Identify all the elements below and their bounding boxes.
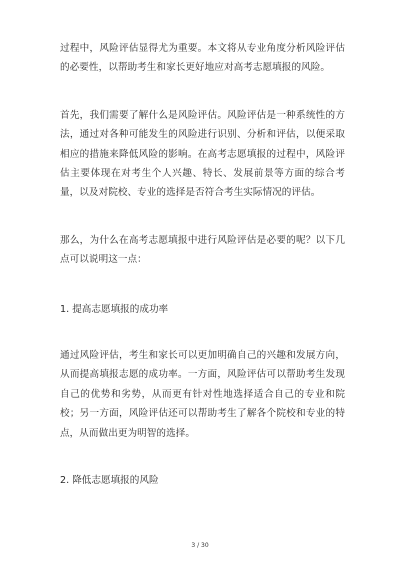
page-number: 3 / 30 [191, 542, 209, 549]
paragraph-why-necessary: 那么，为什么在高考志愿填报中进行风险评估是必要的呢？以下几点可以说明这一点： [60, 234, 345, 266]
paragraph-spacer [60, 203, 345, 231]
paragraph-spacer [60, 78, 345, 106]
paragraph-spacer [60, 270, 345, 300]
paragraph-spacer [60, 443, 345, 471]
paragraph-success-rate: 通过风险评估，考生和家长可以更加明确自己的兴趣和发展方向，从而提高填报志愿的成功率。一方面，风险评估可以帮助考生发现自己的优势和劣势，从而更有针对性地选择适合自己的专业和院校；另一方面，风险评估还可以帮助考生了解各个院校和专业的特点，从而做出更为明智的选择。 [60, 350, 345, 439]
section-heading-1: 1. 提高志愿填报的成功率 [60, 303, 169, 315]
paragraph-risk-definition: 首先，我们需要了解什么是风险评估。风险评估是一种系统性的方法，通过对各种可能发生的风险进行识别、分析和评估，以便采取相应的措施来降低风险的影响。在高考志愿填报的过程中，风险评估主要体现在对考生个人兴趣、特长、发展前景等方面的综合考量，以及对院校、专业的选择是否符合考生实际情况的评估。 [60, 109, 345, 199]
document-body [60, 39, 345, 491]
paragraph-intro-continuation: 过程中，风险评估显得尤为重要。本文将从专业角度分析风险评估的必要性，以帮助考生和家长更好地应对高考志愿填报的风险。 [60, 43, 345, 74]
section-heading-2: 2. 降低志愿填报的风险 [60, 475, 159, 487]
paragraph-spacer [60, 319, 345, 346]
